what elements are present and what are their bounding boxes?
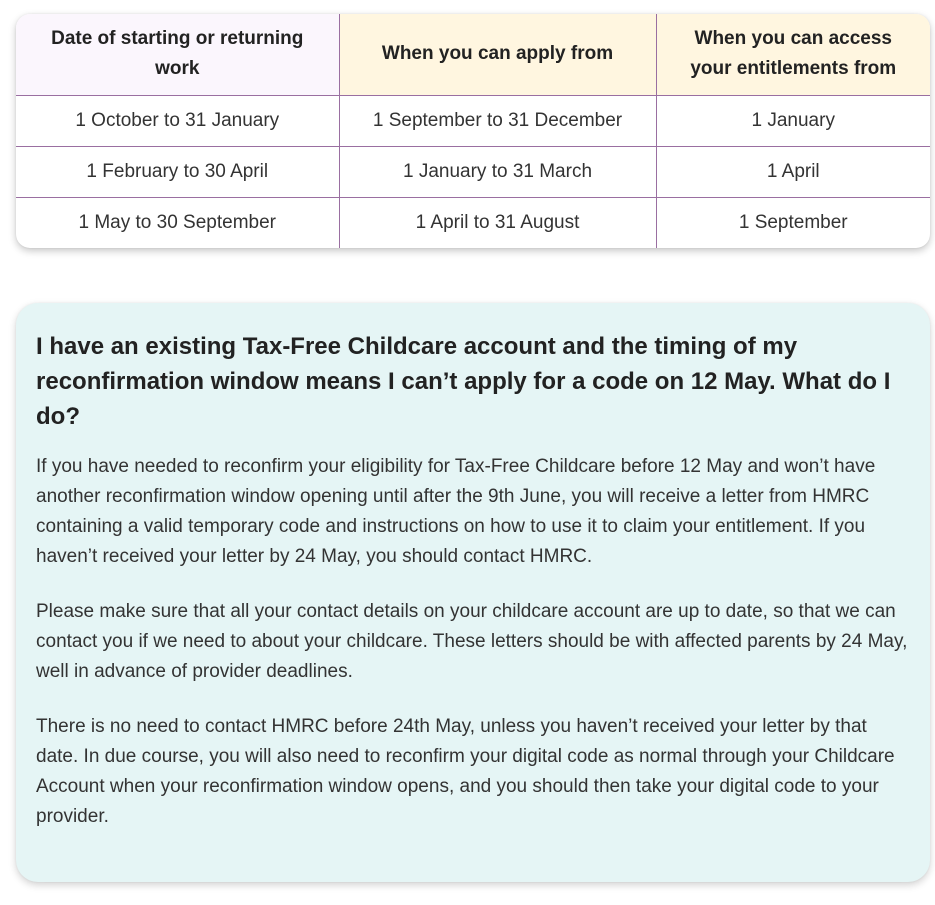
header-apply-from: When you can apply from xyxy=(339,14,656,95)
table-cell: 1 October to 31 January xyxy=(16,95,339,146)
header-access-from: When you can access your entitlements from xyxy=(656,14,930,95)
table-cell: 1 May to 30 September xyxy=(16,197,339,248)
table-cell: 1 September to 31 December xyxy=(339,95,656,146)
table-cell: 1 April xyxy=(656,146,930,197)
dates-table xyxy=(16,14,930,248)
table-row xyxy=(16,197,930,248)
faq-question: I have an existing Tax-Free Childcare account and the timing of my reconfirmation window means I can’t apply for a code on 12 May. What do I do? xyxy=(36,333,891,430)
faq-answer-paragraph: If you have needed to reconfirm your eligibility for Tax-Free Childcare before 12 May and won’t have another reconfirmation window opening until after the 9th June, you will receive a letter from HMRC containing a valid temporary code and instructions on how to use it to claim your entitlement. If you haven’t received your letter by 24 May, you should contact HMRC. xyxy=(36,456,876,567)
table-cell: 1 April to 31 August xyxy=(339,197,656,248)
dates-table-card xyxy=(16,14,930,248)
table-row xyxy=(16,95,930,146)
faq-card xyxy=(16,303,930,882)
table-row xyxy=(16,146,930,197)
faq-answer-paragraph: There is no need to contact HMRC before 24th May, unless you haven’t received your letter by that date. In due course, you will also need to reconfirm your digital code as normal through your Childcare Account when your reconfirmation window opens, and you should then take your digital code to your provider. xyxy=(36,716,895,827)
header-start-date: Date of starting or returning work xyxy=(16,14,339,95)
table-cell: 1 February to 30 April xyxy=(16,146,339,197)
table-header-row xyxy=(16,14,930,95)
faq-answer-paragraph: Please make sure that all your contact details on your childcare account are up to date, so that we can contact you if we need to about your childcare. These letters should be with affected parents by 24 May, well in advance of provider deadlines. xyxy=(36,601,908,682)
table-cell: 1 January xyxy=(656,95,930,146)
table-cell: 1 September xyxy=(656,197,930,248)
table-cell: 1 January to 31 March xyxy=(339,146,656,197)
